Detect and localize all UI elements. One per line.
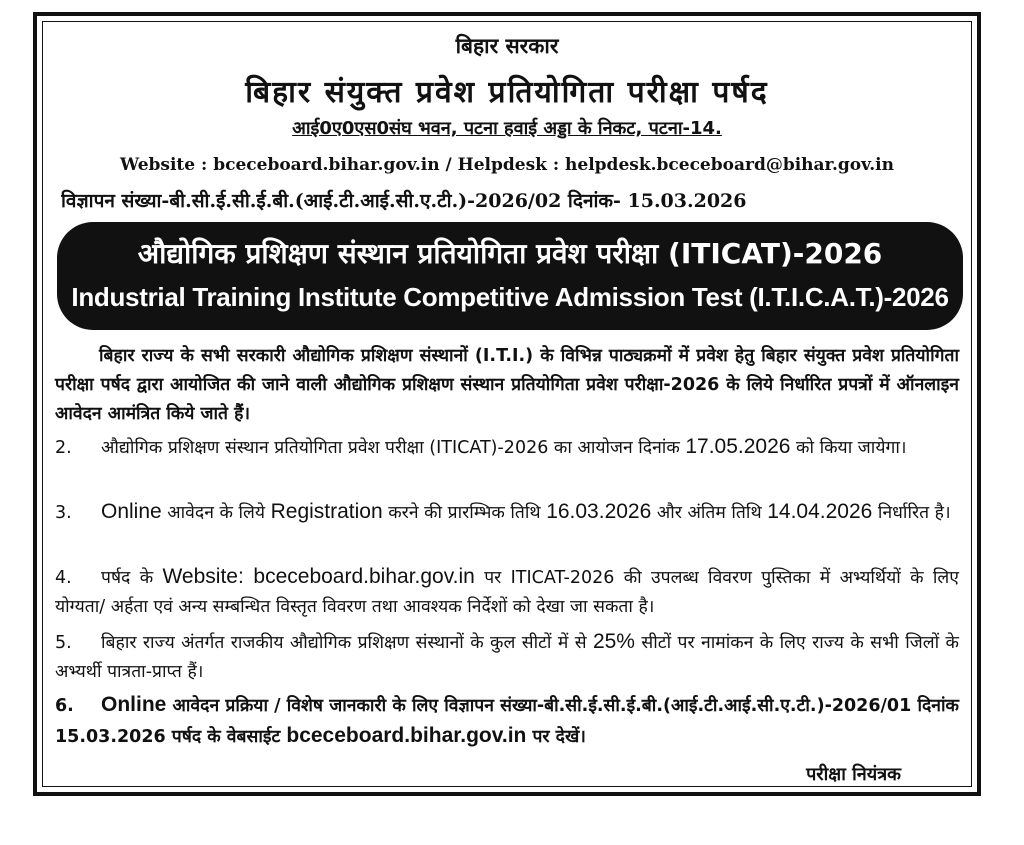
paragraph-text: पर ITICAT-2026 की उपलब्ध विवरण पुस्तिका में अभ्यर्थियों के लिए योग्यता/ अर्हता एवं अन्य सम्बन्धित विस्तृत विवरण तथा आवश्यक निर्देशों को देखा जा सकता है।: [55, 568, 959, 617]
paragraph-text: औद्योगिक प्रशिक्षण संस्थान प्रतियोगिता प्रवेश परीक्षा (ITICAT)-2026 का आयोजन दिनांक: [101, 438, 680, 458]
notice-frame: [33, 12, 981, 796]
paragraph-number: 6.: [55, 696, 74, 716]
paragraph-text: पर देखें।: [532, 727, 586, 747]
registration-word: Registration: [270, 500, 383, 523]
registration-end-date: 14.04.2026: [767, 500, 873, 523]
paragraph-text: करने की प्रारम्भिक तिथि: [388, 503, 541, 523]
advertisement-number: विज्ञापन संख्या-बी.सी.ई.सी.ई.बी.(आई.टी.आई.सी.ए.टी.)-2026/02 दिनांक- 15.03.2026: [61, 190, 747, 212]
paragraph-number: 5.: [55, 633, 72, 653]
board-name: बिहार संयुक्त प्रवेश प्रतियोगिता परीक्षा पर्षद: [245, 75, 769, 110]
paragraph-number: 3.: [55, 503, 72, 523]
paragraph-6: [55, 690, 959, 752]
online-word: Online: [101, 500, 162, 523]
paragraph-2: [55, 432, 959, 463]
website-helpdesk-line: Website : bceceboard.bihar.gov.in / Helpdesk : helpdesk.bceceboard@bihar.gov.in: [120, 155, 894, 175]
seat-percentage: 25%: [592, 630, 635, 653]
paragraph-text: को किया जायेगा।: [796, 438, 907, 458]
paragraph-text: आवेदन प्रक्रिया / विशेष जानकारी के लिए विज्ञापन संख्या-बी.सी.ई.सी.ई.बी.(आई.टी.आई.सी.ए.टी.)-2026/01 दिनांक 15.03.2026 पर्षद के वेबसाईट: [55, 696, 959, 747]
board-address: आई0ए0एस0संघ भवन, पटना हवाई अड्डा के निकट, पटना-14.: [292, 118, 722, 139]
paragraph-3: [55, 497, 959, 528]
website-link: bceceboard.bihar.gov.in: [286, 724, 527, 747]
paragraph-4: [55, 562, 959, 622]
government-heading: बिहार सरकार: [455, 34, 559, 58]
exam-controller-signature: परीक्षा नियंत्रक: [806, 764, 901, 785]
paragraph-text: निर्धारित है।: [877, 503, 951, 523]
paragraph-text: आवेदन के लिये: [167, 503, 266, 523]
banner-english-title: Industrial Training Institute Competitive Admission Test (I.T.I.C.A.T.)-2026: [71, 282, 949, 312]
paragraph-text: बिहार राज्य अंतर्गत राजकीय औद्योगिक प्रशिक्षण संस्थानों के कुल सीटों में से: [101, 633, 587, 653]
banner-hindi-title: औद्योगिक प्रशिक्षण संस्थान प्रतियोगिता प्रवेश परीक्षा (ITICAT)-2026: [137, 237, 883, 270]
paragraph-5: [55, 627, 959, 687]
paragraph-1: बिहार राज्य के सभी सरकारी औद्योगिक प्रशिक्षण संस्थानों (I.T.I.) के विभिन्न पाठ्यक्रमों में प्रवेश हेतु बिहार संयुक्त प्रवेश प्रतियोगिता परीक्षा पर्षद द्वारा आयोजित की जाने वाली औद्योगिक प्रशिक्षण संस्थान प्रतियोगिता प्रवेश परीक्षा-2026 के लिये निर्धारित प्रपत्रों में ऑनलाइन आवेदन आमंत्रित किये जाते हैं।: [55, 346, 959, 424]
paragraph-number: 2.: [55, 438, 72, 458]
paragraph-number: 4.: [55, 568, 72, 588]
exam-date: 17.05.2026: [685, 435, 791, 458]
registration-start-date: 16.03.2026: [546, 500, 652, 523]
paragraph-text: पर्षद के: [101, 568, 154, 588]
title-banner: [57, 222, 963, 330]
paragraph-text: सीटों पर नामांकन के लिए राज्य के सभी जिलों के अभ्यर्थी पात्रता-प्राप्त हैं।: [55, 633, 959, 682]
website-link: Website: bceceboard.bihar.gov.in: [162, 565, 475, 588]
online-word: Online: [101, 693, 167, 716]
notice-inner-border: [42, 21, 972, 787]
paragraph-text: और अंतिम तिथि: [656, 503, 762, 523]
